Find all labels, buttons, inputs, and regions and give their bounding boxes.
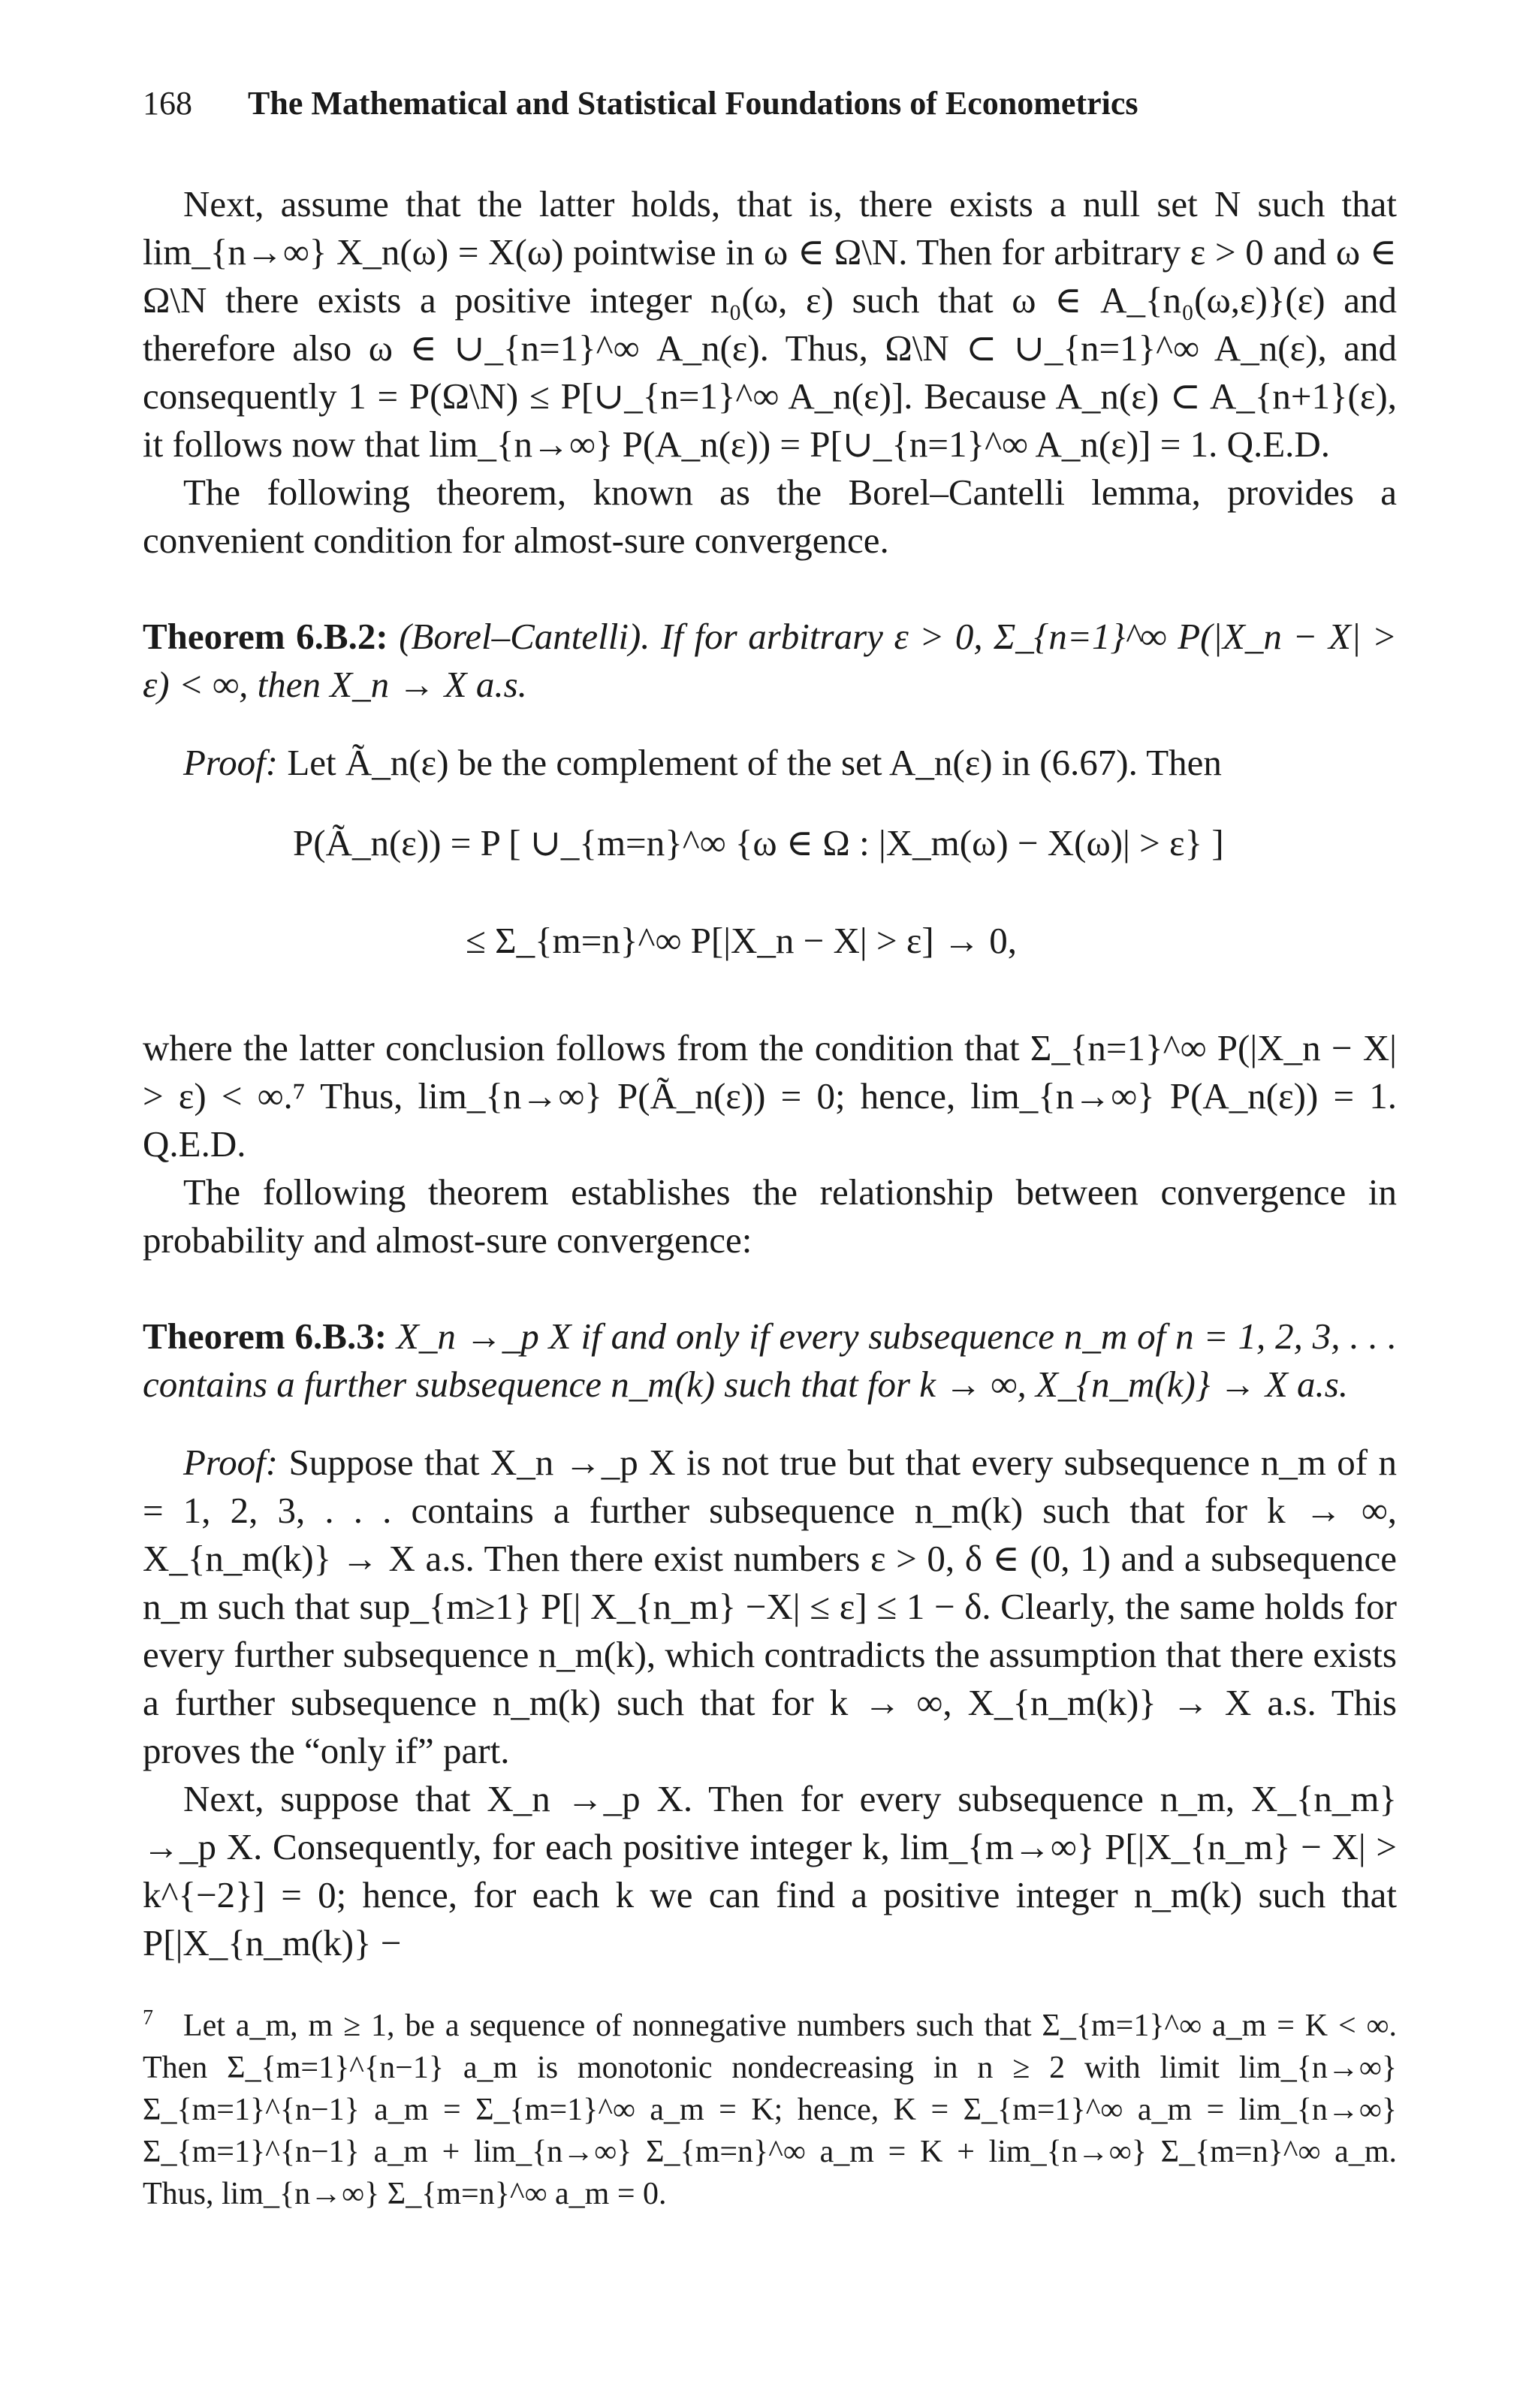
equation-line-1: P(Ã_n(ε)) = P [ ∪_{m=n}^∞ {ω ∈ Ω : |X_m(ω) − X(ω)| > ε} ]	[293, 822, 1224, 863]
paragraph-proof-conclusion: where the latter conclusion follows from the condition that Σ_{n=1}^∞ P(|X_n − X| > ε) < ∞.⁷ Thus, lim_{n→∞} P(Ã_n(ε)) = 0; hence, lim_{n→∞} P(A_n(ε)) = 1. Q.E.D.	[143, 1027, 1397, 1165]
paragraph-proof-continuation: Next, assume that the latter holds, that is, there exists a null set N such that lim_{n→∞} X_n(ω) = X(ω) pointwise in ω ∈ Ω\N. Then for arbitrary ε > 0 and ω ∈ Ω\N there exists a positive integer n₀(ω, ε) such that ω ∈ A_{n₀(ω,ε)}(ε) and therefore also ω ∈ ∪_{n=1}^∞ A_n(ε). Thus, Ω\N ⊂ ∪_{n=1}^∞ A_n(ε), and consequently 1 = P(Ω\N) ≤ P[∪_{n=1}^∞ A_n(ε)]. Because A_n(ε) ⊂ A_{n+1}(ε), it follows now that lim_{n→∞} P(A_n(ε)) = P[∪_{n=1}^∞ A_n(ε)] = 1. Q.E.D.	[143, 183, 1397, 465]
proof-label: Proof:	[183, 742, 279, 783]
proof-label: Proof:	[183, 1442, 279, 1483]
theorem-6b3-label: Theorem 6.B.3:	[143, 1316, 388, 1357]
theorem-6b2-label: Theorem 6.B.2:	[143, 616, 388, 657]
proof-6b3	[143, 1439, 1397, 1775]
footnote-text: Let a_m, m ≥ 1, be a sequence of nonnegative numbers such that Σ_{m=1}^∞ a_m = K < ∞. Then Σ_{m=1}^{n−1} a_m is monotonic nondecreasing in n ≥ 2 with limit lim_{n→∞} Σ_{m=1}^{n−1} a_m = Σ_{m=1}^∞ a_m = K; hence, K = Σ_{m=1}^∞ a_m = lim_{n→∞} Σ_{m=1}^{n−1} a_m + lim_{n→∞} Σ_{m=n}^∞ a_m = K + lim_{n→∞} Σ_{m=n}^∞ a_m. Thus, lim_{n→∞} Σ_{m=n}^∞ a_m = 0.	[143, 2009, 1397, 2211]
proof-6b3-text: Suppose that X_n →_p X is not true but that every subsequence n_m of n = 1, 2, 3, . . . contains a further subsequence n_m(k) such that for k → ∞, X_{n_m(k)} → X a.s. Then there exist numbers ε > 0, δ ∈ (0, 1) and a subsequence n_m such that sup_{m≥1} P[| X_{n_m} −X| ≤ ε] ≤ 1 − δ. Clearly, the same holds for every further subsequence n_m(k), which contradicts the assumption that there exists a further subsequence n_m(k) such that for k → ∞, X_{n_m(k)} → X a.s. This proves the “only if” part.	[143, 1442, 1398, 1771]
page-number: 168	[143, 85, 192, 122]
theorem-6b2	[143, 613, 1397, 709]
running-header	[143, 84, 1397, 122]
proof-6b2-text: Let Ã_n(ε) be the complement of the set A_n(ε) in (6.67). Then	[287, 742, 1222, 783]
theorem-6b3-statement: X_n →_p X if and only if every subsequence n_m of n = 1, 2, 3, . . . contains a further subsequence n_m(k) such that for k → ∞, X_{n_m(k)} → X a.s.	[143, 1316, 1397, 1405]
book-page	[143, 0, 1397, 2408]
display-equation	[293, 802, 1397, 997]
equation-line-2: ≤ Σ_{m=n}^∞ P[|X_n − X| > ε] → 0,	[466, 920, 1017, 961]
paragraph-borel-cantelli-intro: The following theorem, known as the Borel–Cantelli lemma, provides a convenient condition for almost-sure convergence.	[143, 472, 1397, 561]
paragraph-relationship-intro: The following theorem establishes the relationship between convergence in probability and almost-sure convergence:	[143, 1171, 1397, 1261]
proof-6b2-intro	[143, 739, 1397, 787]
paragraph-if-part: Next, suppose that X_n →_p X. Then for every subsequence n_m, X_{n_m} →_p X. Consequently, for each positive integer k, lim_{m→∞} P[|X_{n_m} − X| > k^{−2}] = 0; hence, for each k we can find a positive integer n_m(k) such that P[|X_{n_m(k)} −	[143, 1778, 1397, 1963]
footnote-marker: 7	[143, 2006, 153, 2030]
book-title: The Mathematical and Statistical Foundations of Econometrics	[248, 85, 1138, 122]
theorem-6b3	[143, 1312, 1397, 1409]
footnote-7	[143, 1997, 1397, 2215]
theorem-6b2-statement: (Borel–Cantelli). If for arbitrary ε > 0, Σ_{n=1}^∞ P(|X_n − X| > ε) < ∞, then X_n → X a.s.	[143, 616, 1397, 705]
page-body	[143, 180, 1397, 2215]
